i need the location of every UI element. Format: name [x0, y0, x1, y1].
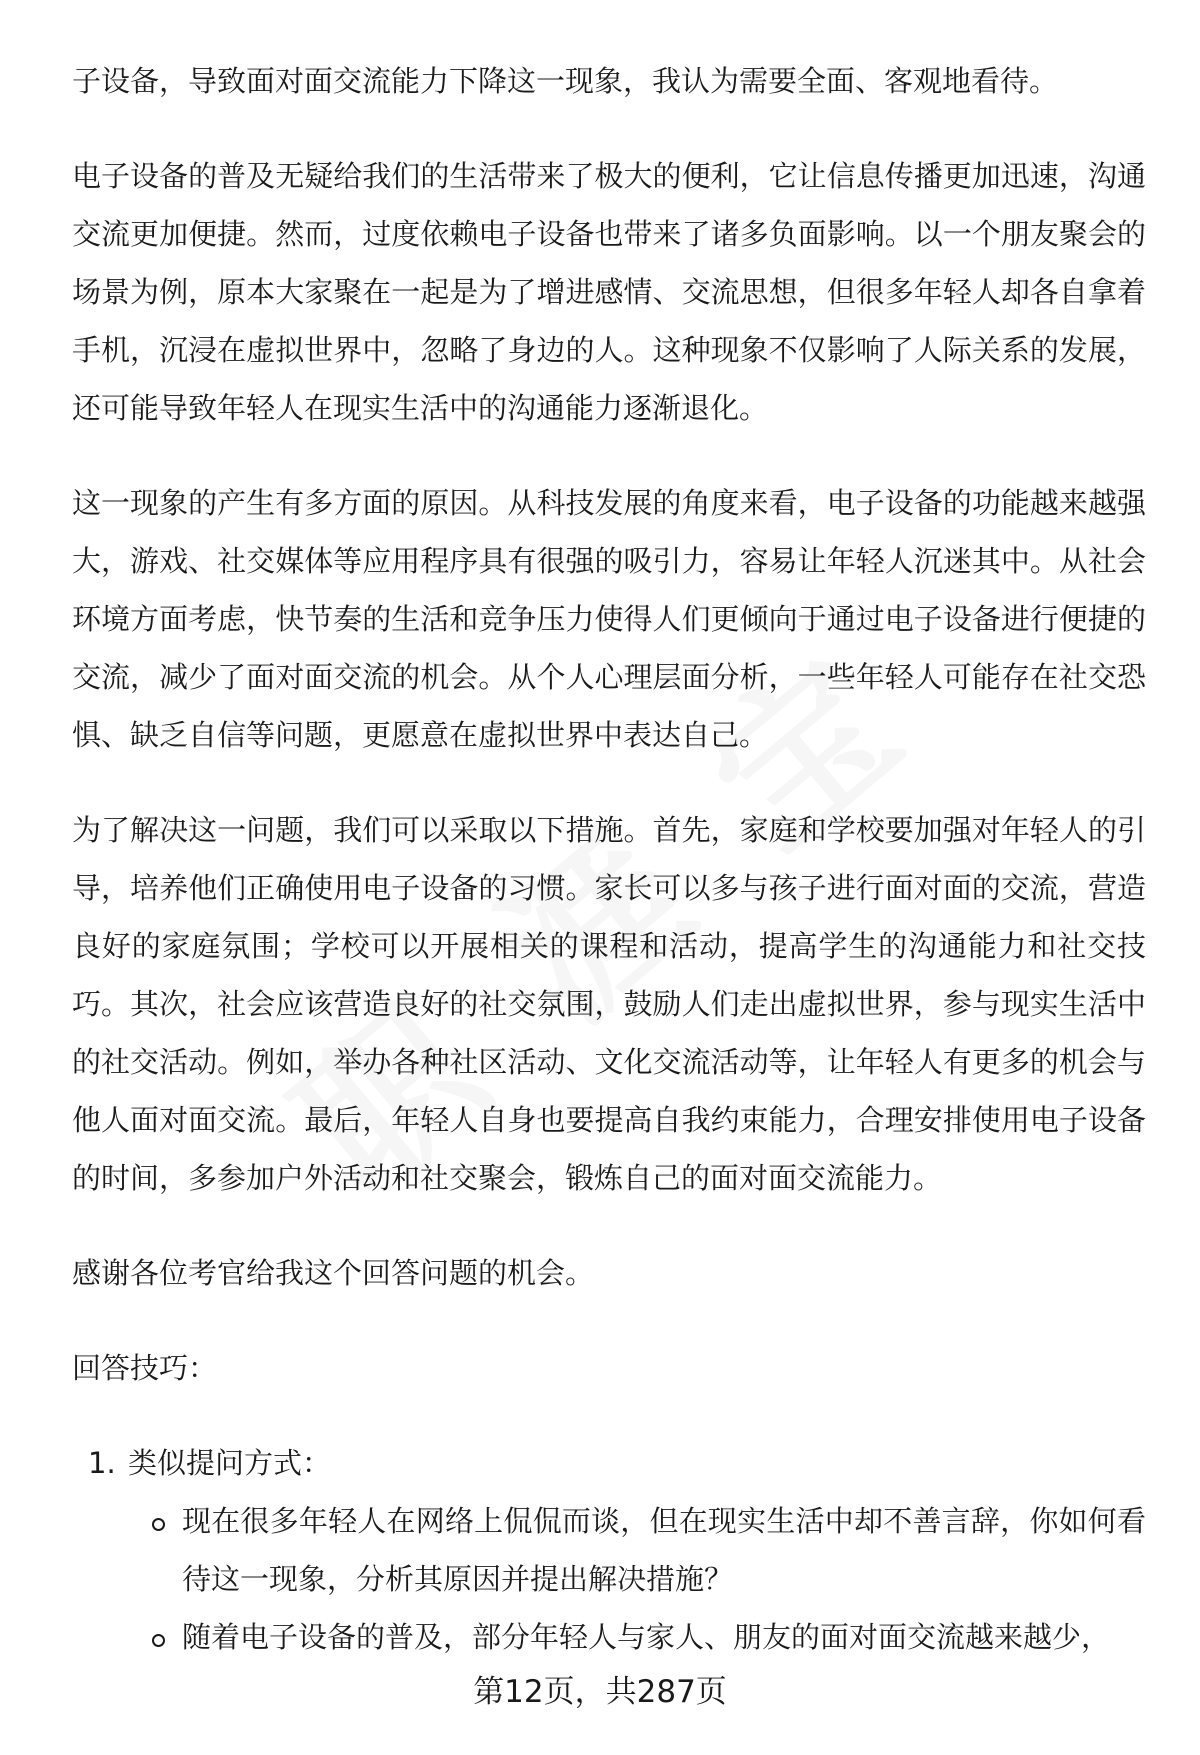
sub-list-text: 现在很多年轻人在网络上侃侃而谈，但在现实生活中却不善言辞，你如何看待这一现象，分析其原因并提出解决措施？ — [182, 1504, 1146, 1596]
sub-list-item — [72, 1608, 1146, 1666]
page-number: 第12页，共287页 — [473, 1674, 727, 1710]
paragraph: 为了解决这一问题，我们可以采取以下措施。首先，家庭和学校要加强对年轻人的引导，培养他们正确使用电子设备的习惯。家长可以多与孩子进行面对面的交流，营造良好的家庭氛围；学校可以开展相关的课程和活动，提高学生的沟通能力和社交技巧。其次，社会应该营造良好的社交氛围，鼓励人们走出虚拟世界，参与现实生活中的社交活动。例如，举办各种社区活动、文化交流活动等，让年轻人有更多的机会与他人面对面交流。最后，年轻人自身也要提高自我约束能力，合理安排使用电子设备的时间，多参加户外活动和社交聚会，锻炼自己的面对面交流能力。 — [72, 813, 1146, 1195]
list-item — [72, 1434, 1146, 1492]
sub-list-text: 随着电子设备的普及，部分年轻人与家人、朋友的面对面交流越来越少， — [182, 1620, 1111, 1654]
section-heading: 回答技巧： — [72, 1351, 218, 1385]
paragraph: 感谢各位考官给我这个回答问题的机会。 — [72, 1256, 595, 1290]
list-heading: 类似提问方式： — [128, 1446, 332, 1480]
paragraph: 子设备，导致面对面交流能力下降这一现象，我认为需要全面、客观地看待。 — [72, 64, 1059, 98]
list-number: 1. — [88, 1446, 116, 1480]
paragraph: 这一现象的产生有多方面的原因。从科技发展的角度来看，电子设备的功能越来越强大，游戏、社交媒体等应用程序具有很强的吸引力，容易让年轻人沉迷其中。从社会环境方面考虑，快节奏的生活和竞争压力使得人们更倾向于通过电子设备进行便捷的交流，减少了面对面交流的机会。从个人心理层面分析，一些年轻人可能存在社交恐惧、缺乏自信等问题，更愿意在虚拟世界中表达自己。 — [72, 486, 1146, 752]
circle-bullet-icon — [152, 1518, 165, 1531]
document-body — [72, 52, 1146, 1666]
sub-list-item — [72, 1492, 1146, 1608]
paragraph: 电子设备的普及无疑给我们的生活带来了极大的便利，它让信息传播更加迅速，沟通交流更加便捷。然而，过度依赖电子设备也带来了诸多负面影响。以一个朋友聚会的场景为例，原本大家聚在一起是为了增进感情、交流思想，但很多年轻人却各自拿着手机，沉浸在虚拟世界中，忽略了身边的人。这种现象不仅影响了人际关系的发展，还可能导致年轻人在现实生活中的沟通能力逐渐退化。 — [72, 159, 1146, 425]
circle-bullet-icon — [152, 1634, 165, 1647]
